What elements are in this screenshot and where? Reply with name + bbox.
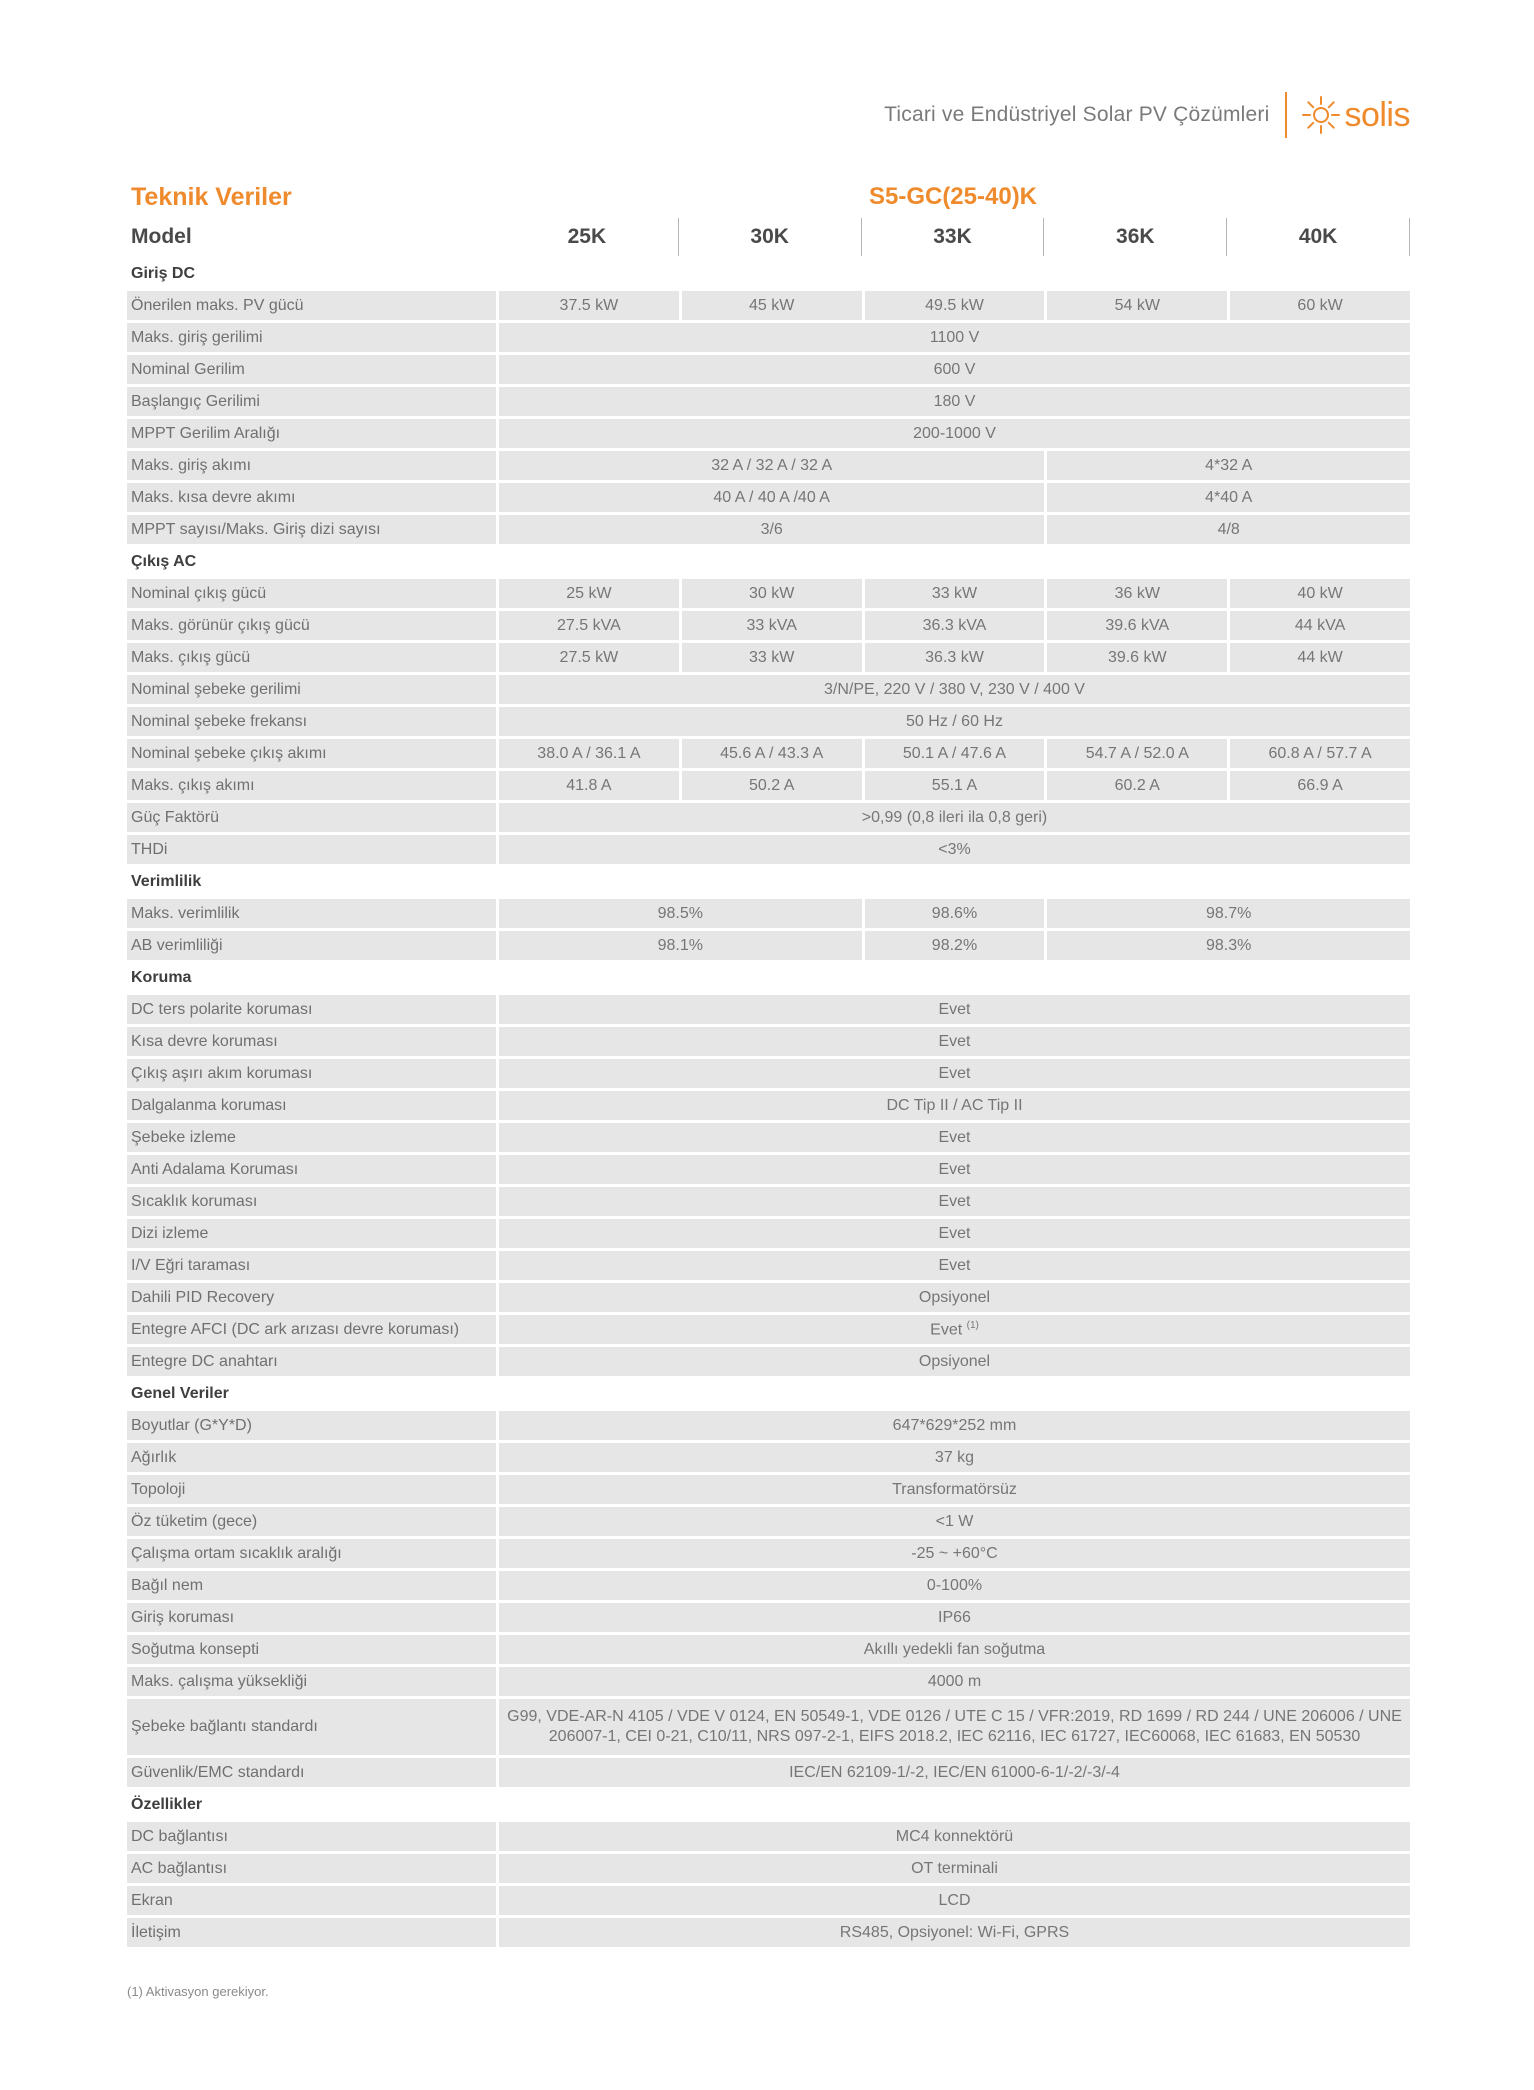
row-label: Nominal çıkış gücü	[127, 579, 496, 608]
row-label: Maks. çıkış gücü	[127, 643, 496, 672]
table-row	[127, 675, 1410, 704]
row-label: Maks. verimlilik	[127, 899, 496, 928]
table-row	[127, 1603, 1410, 1632]
row-value	[1044, 899, 1410, 928]
value-text: 44 kVA	[1294, 616, 1346, 634]
row-value	[496, 1123, 1410, 1152]
row-label: Maks. görünür çıkış gücü	[127, 611, 496, 640]
row-value	[496, 899, 862, 928]
table-row	[127, 739, 1410, 768]
section-title: Koruma	[131, 968, 192, 986]
table-title-row	[127, 179, 1410, 215]
value-text: Evet	[938, 1064, 971, 1082]
value-text: Evet	[938, 1256, 971, 1274]
row-label: Giriş koruması	[127, 1603, 496, 1632]
value-text: Evet	[938, 1192, 971, 1210]
section-title: Giriş DC	[131, 264, 196, 282]
row-label: AB verimliliği	[127, 931, 496, 960]
row-value	[1044, 771, 1227, 800]
value-text: 54 kW	[1114, 296, 1160, 314]
value-text: Evet	[938, 1000, 971, 1018]
row-value	[496, 451, 1044, 480]
section-header-row	[127, 1379, 1410, 1408]
page-header	[884, 92, 1410, 138]
table-row	[127, 1443, 1410, 1472]
model-col-header: 25K	[496, 218, 679, 256]
value-text: 54.7 A / 52.0 A	[1085, 744, 1189, 762]
row-label: Maks. giriş gerilimi	[127, 323, 496, 352]
row-value	[1227, 739, 1410, 768]
row-label: Maks. çalışma yüksekliği	[127, 1667, 496, 1696]
table-row	[127, 1758, 1410, 1787]
row-label: Ağırlık	[127, 1443, 496, 1472]
table-row	[127, 419, 1410, 448]
row-value	[679, 771, 862, 800]
row-value	[862, 643, 1045, 672]
row-label: Dalgalanma koruması	[127, 1091, 496, 1120]
table-row	[127, 1854, 1410, 1883]
row-value	[1044, 451, 1410, 480]
value-text: 4*40 A	[1205, 488, 1253, 506]
row-value	[862, 899, 1045, 928]
table-row	[127, 483, 1410, 512]
model-col-header: 40K	[1227, 218, 1410, 256]
value-text: 45 kW	[749, 296, 795, 314]
value-text: Opsiyonel	[918, 1352, 991, 1370]
row-value	[496, 1155, 1410, 1184]
table-row	[127, 1667, 1410, 1696]
row-label: Ekran	[127, 1886, 496, 1915]
table-row	[127, 1699, 1410, 1755]
row-label: Anti Adalama Koruması	[127, 1155, 496, 1184]
row-value	[496, 1918, 1410, 1947]
row-value	[496, 1507, 1410, 1536]
value-text: 39.6 kVA	[1105, 616, 1170, 634]
value-text: 60 kW	[1297, 296, 1343, 314]
value-text: 3/N/PE, 220 V / 380 V, 230 V / 400 V	[824, 680, 1085, 698]
value-text: 98.1%	[657, 936, 703, 954]
footnote-marker: (1)	[966, 1319, 979, 1331]
section-header-row	[127, 1790, 1410, 1819]
row-value	[862, 579, 1045, 608]
value-text: 98.6%	[931, 904, 978, 922]
value-text: 50 Hz / 60 Hz	[906, 712, 1003, 730]
row-value	[862, 771, 1045, 800]
row-value	[496, 835, 1410, 864]
row-value	[496, 1347, 1410, 1376]
value-text: Transformatörsüz	[892, 1480, 1017, 1498]
row-value	[496, 419, 1410, 448]
row-value	[496, 1187, 1410, 1216]
row-value	[496, 1315, 1410, 1344]
section-title: Verimlilik	[131, 872, 202, 890]
row-value	[496, 1443, 1410, 1472]
table-row	[127, 995, 1410, 1024]
row-value	[496, 1571, 1410, 1600]
row-label: THDi	[127, 835, 496, 864]
row-value	[496, 579, 679, 608]
table-row	[127, 1027, 1410, 1056]
table-row	[127, 1411, 1410, 1440]
row-value	[1227, 291, 1410, 320]
row-label: Şebeke bağlantı standardı	[127, 1699, 496, 1755]
value-text: MC4 konnektörü	[895, 1827, 1014, 1845]
row-value	[496, 1251, 1410, 1280]
value-text: 32 A / 32 A / 32 A	[711, 456, 833, 474]
row-value	[496, 707, 1410, 736]
section-title: Çıkış AC	[131, 552, 197, 570]
row-value	[862, 739, 1045, 768]
row-value	[496, 323, 1410, 352]
row-value	[496, 1603, 1410, 1632]
table-row	[127, 707, 1410, 736]
value-text: LCD	[938, 1891, 971, 1909]
value-text: 0-100%	[926, 1576, 983, 1594]
value-text: 40 A / 40 A /40 A	[713, 488, 830, 506]
row-label: Önerilen maks. PV gücü	[127, 291, 496, 320]
row-value	[1044, 739, 1227, 768]
row-value	[496, 1822, 1410, 1851]
table-row	[127, 1539, 1410, 1568]
row-value	[496, 771, 679, 800]
row-label: Çalışma ortam sıcaklık aralığı	[127, 1539, 496, 1568]
row-label: Dizi izleme	[127, 1219, 496, 1248]
model-col-header: 30K	[679, 218, 862, 256]
table-row	[127, 1635, 1410, 1664]
row-value	[496, 1091, 1410, 1120]
row-value	[496, 515, 1044, 544]
row-value	[1044, 291, 1227, 320]
row-label: Öz tüketim (gece)	[127, 1507, 496, 1536]
value-text: G99, VDE-AR-N 4105 / VDE V 0124, EN 50549-1, VDE 0126 / UTE C 15 / VFR:2019, RD 1699 / RD 244 / UNE 206006 / UNE 206007-1, CEI 0-21, C10/11, NRS 097-2-1, EIFS 2018.2, IEC 62116, IEC 61727, IEC60068, IEC 61683, EN 50530	[507, 1708, 1402, 1745]
value-text: 98.2%	[931, 936, 978, 954]
row-label: Sıcaklık koruması	[127, 1187, 496, 1216]
row-label: Nominal şebeke gerilimi	[127, 675, 496, 704]
table-row	[127, 515, 1410, 544]
row-value	[496, 643, 679, 672]
value-text: 180 V	[933, 392, 976, 410]
value-text: 50.2 A	[749, 776, 795, 794]
row-label: Dahili PID Recovery	[127, 1283, 496, 1312]
section-header-row	[127, 963, 1410, 992]
value-text: 98.5%	[657, 904, 703, 922]
section-header-row	[127, 867, 1410, 896]
row-value	[496, 1411, 1410, 1440]
row-label: Entegre DC anahtarı	[127, 1347, 496, 1376]
table-row	[127, 643, 1410, 672]
value-text: Evet	[938, 1032, 971, 1050]
row-value	[496, 291, 679, 320]
technical-data-table	[127, 176, 1410, 1950]
value-text: RS485, Opsiyonel: Wi-Fi, GPRS	[839, 1923, 1070, 1941]
table-row	[127, 1091, 1410, 1120]
row-value	[679, 579, 862, 608]
value-text: 27.5 kVA	[557, 616, 621, 634]
row-label: Güvenlik/EMC standardı	[127, 1758, 496, 1787]
brand-logo	[1301, 95, 1410, 135]
row-value	[496, 931, 862, 960]
row-label: MPPT sayısı/Maks. Giriş dizi sayısı	[127, 515, 496, 544]
row-value	[862, 291, 1045, 320]
table-row	[127, 931, 1410, 960]
value-text: 4*32 A	[1205, 456, 1253, 474]
row-value	[496, 1635, 1410, 1664]
value-text: 3/6	[760, 520, 783, 538]
value-text: IP66	[938, 1608, 971, 1626]
value-text: 60.2 A	[1114, 776, 1160, 794]
table-row	[127, 1571, 1410, 1600]
value-text: 36 kW	[1114, 584, 1160, 602]
value-text: IEC/EN 62109-1/-2, IEC/EN 61000-6-1/-2/-3/-4	[789, 1763, 1120, 1781]
row-label: MPPT Gerilim Aralığı	[127, 419, 496, 448]
row-value	[496, 1854, 1410, 1883]
value-text: 1100 V	[929, 328, 980, 346]
table-title: Teknik Veriler	[131, 182, 292, 211]
row-label: Kısa devre koruması	[127, 1027, 496, 1056]
value-text: 37.5 kW	[559, 296, 619, 314]
table-row	[127, 1059, 1410, 1088]
value-text: 66.9 A	[1297, 776, 1343, 794]
row-value	[496, 355, 1410, 384]
model-col-header: 36K	[1044, 218, 1227, 256]
row-value	[862, 611, 1045, 640]
value-text: -25 ~ +60°C	[911, 1544, 998, 1562]
header-tagline: Ticari ve Endüstriyel Solar PV Çözümleri	[884, 103, 1270, 126]
table-row	[127, 1187, 1410, 1216]
value-text: 40 kW	[1297, 584, 1343, 602]
table-row	[127, 1315, 1410, 1344]
value-text: Evet	[938, 1128, 971, 1146]
table-row	[127, 1283, 1410, 1312]
row-label: Bağıl nem	[127, 1571, 496, 1600]
value-text: <3%	[938, 840, 971, 858]
value-text: 36.3 kW	[925, 648, 984, 666]
row-label: Nominal şebeke çıkış akımı	[127, 739, 496, 768]
table-row	[127, 579, 1410, 608]
section-title: Özellikler	[131, 1795, 203, 1813]
row-value	[496, 1475, 1410, 1504]
table-row	[127, 1123, 1410, 1152]
value-text: <1 W	[935, 1512, 974, 1530]
row-label: Entegre AFCI (DC ark arızası devre koruması)	[127, 1315, 496, 1344]
row-label: Güç Faktörü	[127, 803, 496, 832]
row-value	[496, 1059, 1410, 1088]
table-row	[127, 1507, 1410, 1536]
value-text: 200-1000 V	[913, 424, 996, 442]
row-label: Topoloji	[127, 1475, 496, 1504]
brand-name: solis	[1344, 95, 1410, 134]
table-row	[127, 899, 1410, 928]
section-header-row	[127, 547, 1410, 576]
table-row	[127, 451, 1410, 480]
table-row	[127, 291, 1410, 320]
row-label: Nominal şebeke frekansı	[127, 707, 496, 736]
row-value	[1227, 611, 1410, 640]
value-text: 4/8	[1217, 520, 1240, 538]
table-row	[127, 323, 1410, 352]
header-divider	[1285, 92, 1287, 138]
row-value	[496, 739, 679, 768]
row-value	[496, 1283, 1410, 1312]
row-value	[496, 1886, 1410, 1915]
table-row	[127, 1822, 1410, 1851]
value-text: 33 kW	[931, 584, 978, 602]
value-text: DC Tip II / AC Tip II	[886, 1096, 1023, 1114]
table-row	[127, 771, 1410, 800]
section-header-row	[127, 259, 1410, 288]
row-value	[496, 1699, 1410, 1755]
value-text: 55.1 A	[931, 776, 978, 794]
row-value	[1044, 931, 1410, 960]
row-value	[496, 1027, 1410, 1056]
table-row	[127, 803, 1410, 832]
value-text: 33 kW	[749, 648, 795, 666]
row-label: Başlangıç Gerilimi	[127, 387, 496, 416]
table-row	[127, 1475, 1410, 1504]
value-text: >0,99 (0,8 ileri ila 0,8 geri)	[861, 808, 1048, 826]
row-label: Maks. kısa devre akımı	[127, 483, 496, 512]
value-text: 39.6 kW	[1107, 648, 1167, 666]
table-row	[127, 1347, 1410, 1376]
row-value	[496, 387, 1410, 416]
table-row	[127, 1155, 1410, 1184]
value-text: 50.1 A / 47.6 A	[902, 744, 1007, 762]
value-text: Evet	[938, 1224, 971, 1242]
row-label: Çıkış aşırı akım koruması	[127, 1059, 496, 1088]
value-text: 4000 m	[927, 1672, 982, 1690]
row-label: I/V Eğri taraması	[127, 1251, 496, 1280]
value-text: OT terminali	[911, 1859, 998, 1877]
row-label: DC ters polarite koruması	[127, 995, 496, 1024]
row-value	[862, 931, 1045, 960]
footnote: (1) Aktivasyon gerekiyor.	[127, 1984, 269, 1999]
row-value	[496, 611, 679, 640]
row-label: İletişim	[127, 1918, 496, 1947]
row-value	[496, 1758, 1410, 1787]
row-label: Maks. giriş akımı	[127, 451, 496, 480]
value-text: 25 kW	[566, 584, 612, 602]
row-value	[1044, 579, 1227, 608]
value-text: Evet	[938, 1160, 971, 1178]
row-value	[1044, 643, 1227, 672]
value-text: Akıllı yedekli fan soğutma	[863, 1640, 1046, 1658]
model-label: Model	[131, 225, 192, 248]
table-row	[127, 355, 1410, 384]
row-value	[1044, 483, 1410, 512]
row-value	[496, 1667, 1410, 1696]
row-value	[679, 643, 862, 672]
value-text: 60.8 A / 57.7 A	[1268, 744, 1372, 762]
table-row	[127, 1251, 1410, 1280]
value-text: 33 kVA	[746, 616, 797, 634]
table-row	[127, 611, 1410, 640]
value-text: 37 kg	[934, 1448, 975, 1466]
table-row	[127, 387, 1410, 416]
row-label: Şebeke izleme	[127, 1123, 496, 1152]
row-label: Boyutlar (G*Y*D)	[127, 1411, 496, 1440]
row-value	[496, 995, 1410, 1024]
row-value	[496, 1539, 1410, 1568]
value-text: 41.8 A	[566, 776, 612, 794]
model-header-row	[127, 218, 1410, 256]
value-text: 36.3 kVA	[922, 616, 987, 634]
row-value	[1227, 643, 1410, 672]
value-text: 38.0 A / 36.1 A	[537, 744, 641, 762]
table-row	[127, 1918, 1410, 1947]
row-value	[496, 483, 1044, 512]
value-text: 600 V	[933, 360, 976, 378]
row-value	[679, 739, 862, 768]
sun-icon	[1301, 95, 1341, 135]
row-value	[1044, 515, 1410, 544]
row-label: Nominal Gerilim	[127, 355, 496, 384]
value-text: 647*629*252 mm	[892, 1416, 1017, 1434]
row-value	[1227, 771, 1410, 800]
value-text: 30 kW	[749, 584, 795, 602]
row-label: Soğutma konsepti	[127, 1635, 496, 1664]
table-row	[127, 1219, 1410, 1248]
row-value	[496, 803, 1410, 832]
value-text: Opsiyonel	[918, 1288, 991, 1306]
row-value	[1227, 579, 1410, 608]
section-title: Genel Veriler	[131, 1384, 229, 1402]
model-series: S5-GC(25-40)K	[868, 183, 1038, 210]
value-text: 45.6 A / 43.3 A	[720, 744, 824, 762]
value-text: 98.7%	[1206, 904, 1252, 922]
table-row	[127, 1886, 1410, 1915]
row-value	[496, 675, 1410, 704]
row-value	[496, 1219, 1410, 1248]
model-col-header: 33K	[862, 218, 1045, 256]
value-text: 49.5 kW	[925, 296, 984, 314]
row-label: Maks. çıkış akımı	[127, 771, 496, 800]
value-text: 98.3%	[1206, 936, 1252, 954]
row-value	[1044, 611, 1227, 640]
row-label: DC bağlantısı	[127, 1822, 496, 1851]
row-label: AC bağlantısı	[127, 1854, 496, 1883]
value-text: Evet	[930, 1321, 963, 1339]
table-row	[127, 835, 1410, 864]
row-value	[679, 291, 862, 320]
value-text: 44 kW	[1297, 648, 1343, 666]
row-value	[679, 611, 862, 640]
value-text: 27.5 kW	[559, 648, 619, 666]
